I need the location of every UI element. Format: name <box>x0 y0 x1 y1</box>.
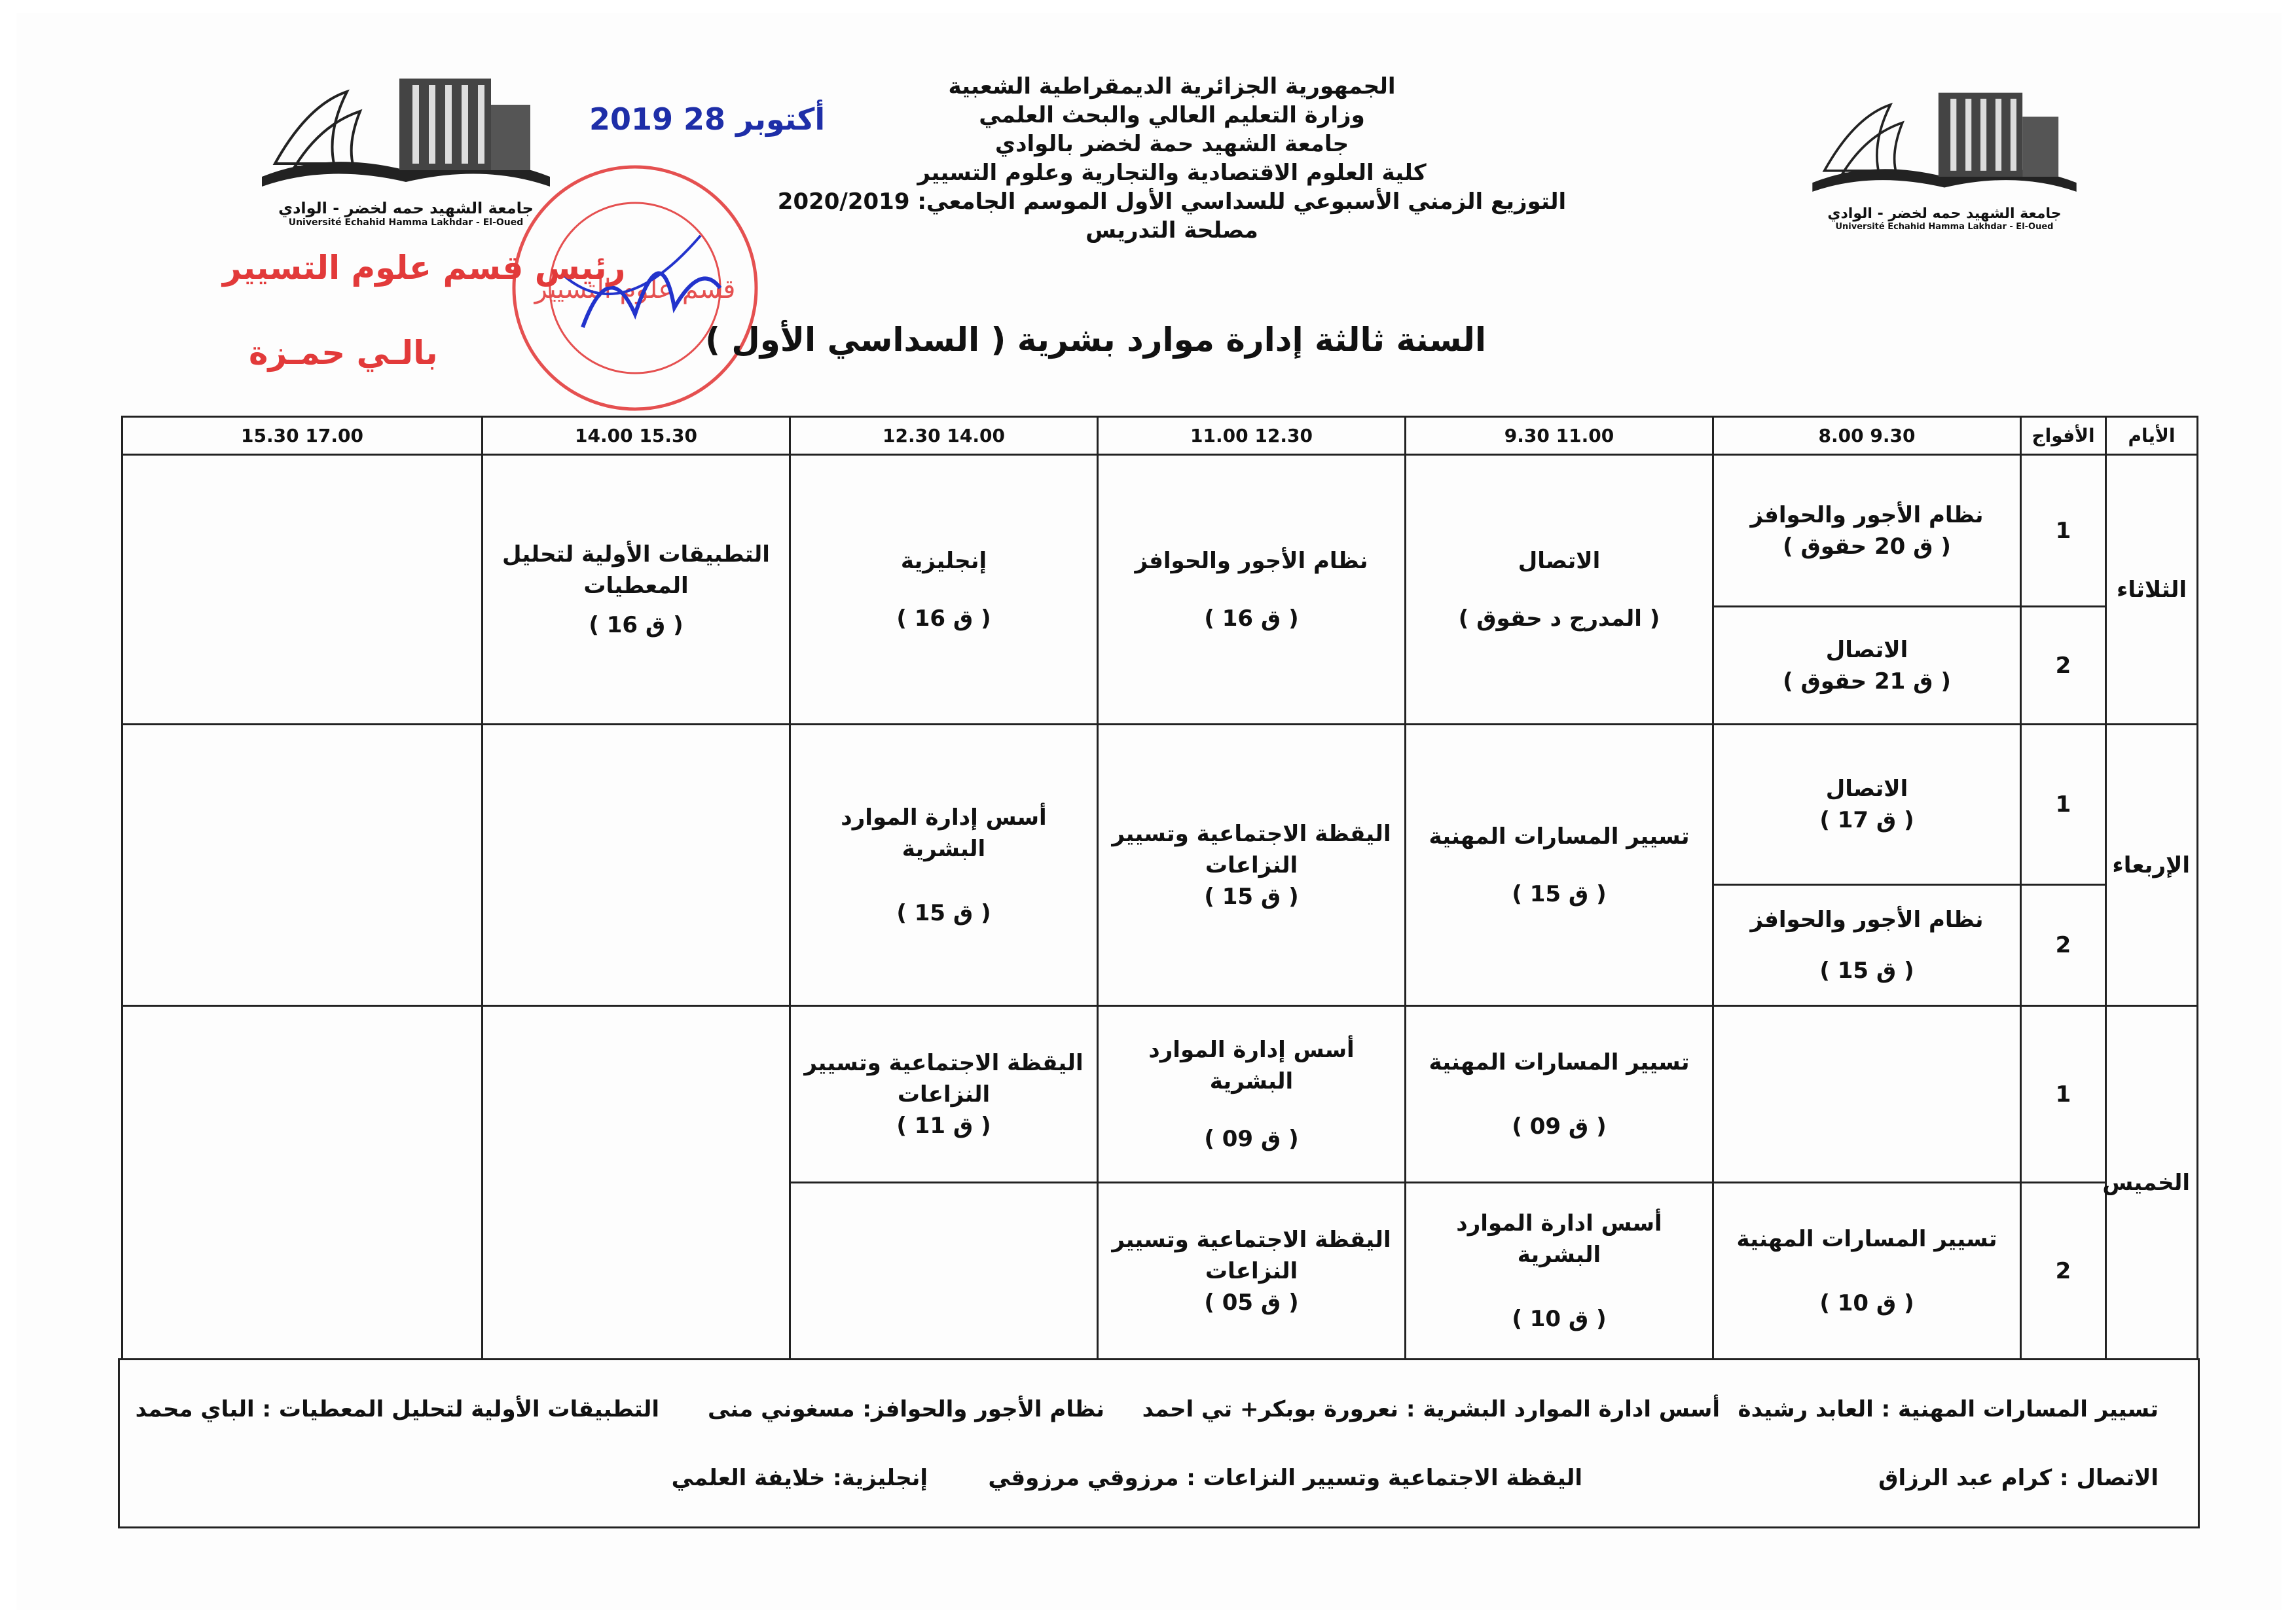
header-line: الجمهورية الجزائرية الديمقراطية الشعبية <box>948 73 1396 99</box>
session-label: أسس ادارة الموارد البشرية <box>1456 1210 1662 1268</box>
empty-cell <box>1713 1006 2021 1183</box>
col-days: الأيام <box>2106 417 2198 455</box>
session-label: الاتصال <box>1825 776 1908 802</box>
session-cell <box>1406 455 1713 725</box>
empty-cell <box>122 1006 483 1360</box>
session-room: ( ق 16 ) <box>896 605 991 632</box>
session-cell <box>1713 885 2021 1006</box>
group-cell: 1 <box>2021 725 2106 885</box>
logo-caption-fr: Université Echahid Hamma Lakhdar - El-Oued <box>1835 222 2054 232</box>
table-row <box>122 455 2198 607</box>
session-cell <box>1406 1183 1713 1360</box>
session-room: ( ق 17 ) <box>1819 807 1914 833</box>
session-cell <box>790 725 1098 1006</box>
empty-cell <box>122 725 483 1006</box>
session-room: ( ق 05 ) <box>1204 1289 1299 1316</box>
session-label: اليقظة الاجتماعية وتسيير النزاعات <box>1112 1226 1391 1284</box>
teacher-entry: التطبيقات الأولية لتحليل المعطيات : الباي محمد <box>135 1396 659 1422</box>
teacher-entry: إنجليزية: خلايفة العلمي <box>671 1465 928 1491</box>
document-header <box>753 72 1591 245</box>
empty-cell <box>790 1183 1098 1360</box>
header-row <box>122 417 2198 455</box>
session-label: نظام الأجور والحوافز <box>1135 547 1368 574</box>
session-room: ( ق 20 حقوق ) <box>1783 533 1951 560</box>
teachers-row <box>135 1396 2159 1429</box>
session-cell <box>1098 1183 1406 1360</box>
table-row <box>122 1006 2198 1183</box>
day-cell: الثلاثاء <box>2106 455 2198 725</box>
teacher-entry: أسس ادارة الموارد البشرية : نعرورة بوبكر+ تي احمد <box>1142 1396 1720 1422</box>
university-logo-right <box>1800 79 2088 255</box>
session-cell <box>1713 725 2021 885</box>
signature-title: رئيس قسم علوم التسيير <box>223 249 626 287</box>
session-cell <box>1406 725 1713 1006</box>
session-cell <box>1713 607 2021 725</box>
session-cell <box>1098 455 1406 725</box>
group-cell: 1 <box>2021 455 2106 607</box>
session-room: ( ق 09 ) <box>1512 1113 1607 1140</box>
session-room: ( ق 15 ) <box>1512 880 1607 907</box>
session-room: ( ق 16 ) <box>1204 605 1299 632</box>
header-line: مصلحة التدريس <box>1085 217 1258 244</box>
session-room: ( المدرج د حقوق ) <box>1458 605 1660 632</box>
teachers-row <box>159 1465 2159 1498</box>
teacher-entry: اليقظة الاجتماعية وتسيير النزاعات : مرزوقي مرزوقي <box>988 1465 1582 1491</box>
session-label: التطبيقات الأولية لتحليل المعطيات <box>502 541 770 599</box>
session-label: اليقظة الاجتماعية وتسيير النزاعات <box>804 1049 1084 1108</box>
header-line: جامعة الشهيد حمة لخضر بالوادي <box>994 131 1349 157</box>
session-cell <box>790 1006 1098 1183</box>
table-row <box>122 725 2198 885</box>
session-room: ( ق 15 ) <box>896 899 991 926</box>
day-cell: الخميس <box>2106 1006 2198 1360</box>
session-room: ( ق 10 ) <box>1512 1305 1607 1332</box>
session-cell <box>1406 1006 1713 1183</box>
empty-cell <box>122 455 483 725</box>
session-label: اليقظة الاجتماعية وتسيير النزاعات <box>1112 820 1391 878</box>
header-line: التوزيع الزمني الأسبوعي للسداسي الأول الموسم الجامعي: 2020/2019 <box>777 189 1567 215</box>
logo-caption-ar: جامعة الشهيد حمه لخضر - الوادي <box>278 199 534 217</box>
session-room: ( ق 09 ) <box>1204 1125 1299 1152</box>
session-label: الاتصال <box>1518 547 1601 574</box>
session-label: أسس إدارة الموارد البشرية <box>841 804 1047 862</box>
date-stamp: 2019 أكتوبر 28 <box>589 101 826 137</box>
session-label: نظام الأجور والحوافز <box>1750 907 1984 933</box>
session-room: ( ق 15 ) <box>1819 958 1914 984</box>
col-slot: 11.00 9.30 <box>1406 417 1713 455</box>
session-label: الاتصال <box>1825 636 1908 663</box>
session-room: ( ق 16 ) <box>589 611 683 638</box>
session-label: أسس إدارة الموارد البشرية <box>1148 1036 1355 1094</box>
header-line: كلية العلوم الاقتصادية والتجارية وعلوم التسيير <box>917 160 1427 186</box>
session-room: ( ق 15 ) <box>1204 883 1299 910</box>
session-label: نظام الأجور والحوافز <box>1750 501 1984 528</box>
building-book-icon <box>1800 79 2088 203</box>
teacher-entry: تسيير المسارات المهنية : العابد رشيدة <box>1738 1396 2159 1422</box>
session-cell <box>1098 725 1406 1006</box>
header-line: وزارة التعليم العالي والبحث العلمي <box>979 102 1365 128</box>
col-slot: 9.30 8.00 <box>1713 417 2021 455</box>
session-cell <box>1098 1006 1406 1183</box>
session-room: ( ق 11 ) <box>896 1112 991 1139</box>
col-slot: 15.30 14.00 <box>483 417 790 455</box>
logo-caption-fr: Université Echahid Hamma Lakhdar - El-Oued <box>288 217 524 228</box>
session-cell <box>1713 455 2021 607</box>
group-cell: 1 <box>2021 1006 2106 1183</box>
session-cell <box>483 455 790 725</box>
session-cell <box>790 455 1098 725</box>
teacher-entry: الاتصال : كرام عبد الرزاق <box>1878 1465 2159 1491</box>
col-slot: 17.00 15.30 <box>122 417 483 455</box>
group-cell: 2 <box>2021 1183 2106 1360</box>
col-slot: 12.30 11.00 <box>1098 417 1406 455</box>
empty-cell <box>483 725 790 1006</box>
stamp-text: قسم علوم التسيير <box>534 274 736 304</box>
session-label: تسيير المسارات المهنية <box>1736 1225 1997 1252</box>
col-groups: الأفواج <box>2021 417 2106 455</box>
empty-cell <box>483 1006 790 1360</box>
logo-caption-ar: جامعة الشهيد حمه لخضر - الوادي <box>1827 206 2062 222</box>
group-cell: 2 <box>2021 885 2106 1006</box>
session-room: ( ق 21 حقوق ) <box>1783 668 1951 695</box>
session-label: إنجليزية <box>900 547 987 574</box>
group-cell: 2 <box>2021 607 2106 725</box>
official-stamp-icon <box>504 157 766 419</box>
day-cell: الإربعاء <box>2106 725 2198 1006</box>
session-room: ( ق 10 ) <box>1819 1290 1914 1316</box>
session-label: تسيير المسارات المهنية <box>1429 823 1690 850</box>
session-label: تسيير المسارات المهنية <box>1429 1049 1690 1075</box>
teachers-footer <box>118 1358 2200 1528</box>
session-cell <box>1713 1183 2021 1360</box>
teacher-entry: نظام الأجور والحوافز: مسغوني منى <box>708 1396 1104 1422</box>
timetable <box>121 416 2198 1360</box>
page-title: السنة ثالثة إدارة موارد بشرية ( السداسي الأول ) <box>705 321 1486 359</box>
signature-name: بالـي حمـزة <box>249 334 438 372</box>
col-slot: 14.00 12.30 <box>790 417 1098 455</box>
